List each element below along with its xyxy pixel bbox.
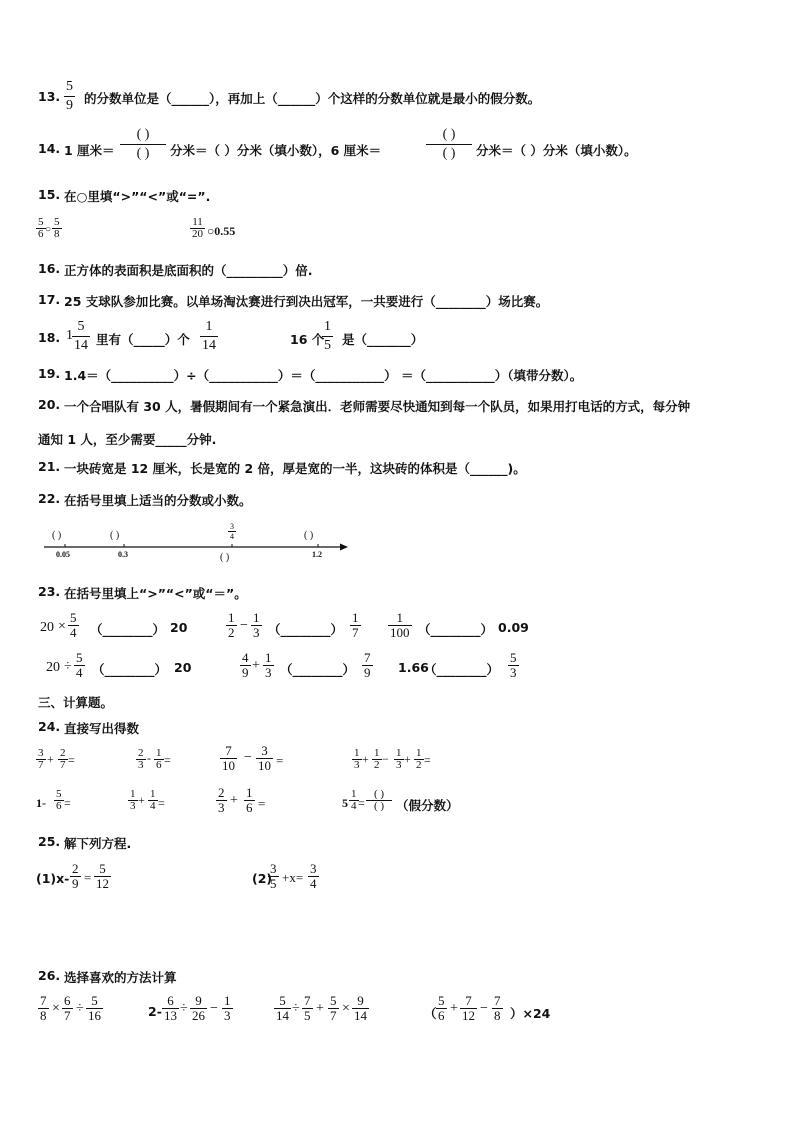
q26-b3: $\frac{1}{3}$ (224, 993, 231, 1023)
q24-c-eq: = (276, 753, 284, 768)
q24-f1: $\frac{1}{3}$ (130, 788, 136, 812)
q24-e1: $\frac{5}{6}$ (56, 788, 62, 812)
q15-b-frac: $\frac{11}{20}$ (192, 216, 203, 240)
q24-e-one: 1- (36, 796, 46, 810)
q23-f12: $\frac{1}{2}$ (228, 610, 235, 640)
q24-g1: $\frac{2}{3}$ (218, 785, 225, 815)
q20-line1: 一个合唱队有 30 人，暑假期间有一个紧急演出．老师需要尽快通知到每一个队员，如果用打电话的方式，每分钟 (64, 399, 691, 414)
q24-a-eq: = (68, 753, 75, 767)
q16-text: 正方体的表面积是底面积的（_________）倍. (64, 263, 313, 278)
q24-h-note: （假分数） (396, 798, 459, 813)
q14-blank-fraction-1: ( ) ( ) (120, 126, 166, 163)
q23-blank-2[interactable]: （________） (268, 622, 344, 637)
q24-d-op2: − (382, 752, 389, 766)
q26-b-op2: − (210, 1001, 218, 1016)
q13-fraction: $\frac{5}{9}$ (66, 79, 73, 113)
q26-d3: $\frac{7}{8}$ (494, 993, 501, 1023)
q18-frac1: $\frac{5}{14}$ (74, 319, 88, 353)
section-title-calc: 三、计算题。 (38, 695, 114, 710)
q26-a2: $\frac{6}{7}$ (64, 993, 71, 1023)
q24-g2: $\frac{1}{6}$ (246, 785, 253, 815)
q24-d2: $\frac{1}{2}$ (374, 747, 380, 771)
q24-h-blank[interactable]: ( ) ( ) (366, 789, 392, 812)
q24-g-eq: = (258, 796, 266, 811)
q24-d-op1: + (362, 752, 369, 766)
q24-e-eq: = (64, 796, 71, 810)
q24-h-five: 5 (342, 796, 348, 810)
q16-number: 16. (38, 261, 61, 276)
q23-r2-20: 20 (46, 660, 60, 675)
q25-x: +x= (282, 870, 304, 885)
q24-h-frac: $\frac{1}{4}$ (351, 788, 357, 812)
q26-d1: $\frac{5}{6}$ (438, 993, 445, 1023)
q26-d-lp: （ (424, 1006, 437, 1021)
q26-c3: $\frac{5}{7}$ (330, 993, 337, 1023)
q15-b-rest: ○0.55 (207, 224, 236, 238)
q17-text: 25 支球队参加比赛。以单场淘汰赛进行到决出冠军，一共要进行（________）场比赛。 (64, 294, 549, 309)
q24-b1: $\frac{2}{3}$ (138, 747, 144, 771)
q25-f34: $\frac{3}{4}$ (310, 861, 317, 891)
q26-c-op2: + (316, 1001, 324, 1016)
q24-b-eq: = (164, 753, 171, 767)
q23-f13b: $\frac{1}{3}$ (265, 650, 272, 680)
q25-p1: (1)x- (36, 871, 70, 886)
q26-a3: $\frac{5}{16}$ (88, 993, 101, 1023)
nl-blank-3[interactable]: ( ) (304, 530, 314, 541)
q23-f100: $\frac{1}{100}$ (390, 610, 410, 640)
q14-text-b: 分米＝（ ）分米（填小数），6 厘米＝ (170, 143, 382, 158)
q26-c-op3: × (342, 1001, 350, 1016)
q23-f13: $\frac{1}{3}$ (253, 610, 260, 640)
nl-label-12: 1.2 (312, 550, 322, 559)
q23-f54: $\frac{5}{4}$ (70, 610, 77, 640)
q23-f49: $\frac{4}{9}$ (242, 650, 249, 680)
q24-b2: $\frac{1}{6}$ (156, 747, 162, 771)
q23-blank-3[interactable]: （________） (418, 622, 494, 637)
nl-label-005: 0.05 (56, 550, 70, 559)
q25-p2: (2) (252, 871, 273, 886)
q26-number: 26. (38, 968, 61, 983)
q26-c2: $\frac{7}{5}$ (304, 993, 311, 1023)
q23-r2-20b: 20 (174, 660, 192, 675)
q23-r1-20b: 20 (170, 620, 188, 635)
q23-blank-5[interactable]: （________） (280, 662, 356, 677)
q17-number: 17. (38, 292, 61, 307)
q15-a-frac1: $\frac{5}{6}$ (38, 216, 44, 240)
q25-eq1: = (84, 870, 92, 885)
q24-d-eq: = (424, 753, 431, 767)
q24-d3: $\frac{1}{3}$ (396, 747, 402, 771)
q25-number: 25. (38, 834, 61, 849)
q26-b1: $\frac{6}{13}$ (164, 993, 177, 1023)
q26-b-two: 2- (148, 1004, 162, 1019)
q24-a2: $\frac{2}{7}$ (60, 747, 66, 771)
q24-f-plus: + (138, 793, 145, 807)
q14-number: 14. (38, 141, 61, 156)
q24-a-plus: + (47, 752, 54, 766)
q23-r1-009: 0.09 (498, 620, 529, 635)
q22-number: 22. (38, 491, 61, 506)
q25-f29: $\frac{2}{9}$ (72, 861, 79, 891)
q23-f79: $\frac{7}{9}$ (364, 650, 371, 680)
q20-line2: 通知 1 人，至少需要_____分钟. (38, 432, 217, 447)
q24-f-eq: = (158, 796, 165, 810)
nl-blank-4[interactable]: ( ) (220, 552, 230, 563)
q13-number: 13. (38, 89, 61, 104)
q24-c-minus: − (244, 750, 252, 765)
q22-text: 在括号里填上适当的分数或小数。 (64, 493, 252, 508)
q24-h-eq: = (358, 796, 365, 810)
q19-text: 1.4＝（__________）÷（___________）＝（___________） ＝（___________）（填带分数）。 (64, 368, 583, 383)
q26-a1: $\frac{7}{8}$ (40, 993, 47, 1023)
q23-plus: + (252, 658, 260, 673)
q23-minus: − (240, 618, 248, 633)
q26-a-op2: ÷ (76, 1001, 84, 1016)
q15-text: 在○里填“>”“<”或“=”. (64, 189, 211, 204)
nl-top-frac: $\frac{3}{4}$ (230, 522, 234, 541)
q23-f54b: $\frac{5}{4}$ (76, 650, 83, 680)
q24-f2: $\frac{1}{4}$ (150, 788, 156, 812)
q23-times: × (58, 619, 66, 634)
q26-text: 选择喜欢的方法计算 (64, 970, 177, 985)
q23-blank-4[interactable]: （________） (92, 662, 168, 677)
q24-number: 24. (38, 719, 61, 734)
q23-divide: ÷ (64, 659, 72, 674)
q23-blank-6[interactable]: （________） (424, 662, 500, 677)
q15-number: 15. (38, 187, 61, 202)
q20-number: 20. (38, 397, 61, 412)
q23-number: 23. (38, 584, 61, 599)
q26-b2: $\frac{9}{26}$ (192, 993, 205, 1023)
q14-text-c: 分米＝（ ）分米（填小数）。 (476, 143, 637, 158)
q18-b-post: 是（_______） (342, 332, 424, 347)
q23-blank-1[interactable]: （________） (90, 622, 166, 637)
q13-text: 的分数单位是（______），再加上（______）个这样的分数单位就是最小的假分数。 (84, 91, 541, 106)
q18-mid: 里有（_____）个 (96, 332, 190, 347)
q18-whole: 1 (66, 328, 73, 343)
q26-b-op1: ÷ (180, 1001, 188, 1016)
q24-d1: $\frac{1}{3}$ (354, 747, 360, 771)
q18-b-pre: 16 个 (290, 332, 325, 347)
q18-frac2: $\frac{1}{14}$ (202, 319, 216, 353)
q26-d-op2: − (480, 1001, 488, 1016)
q26-c4: $\frac{9}{14}$ (354, 993, 367, 1023)
q25-text: 解下列方程. (64, 836, 132, 851)
q26-c1: $\frac{5}{14}$ (276, 993, 289, 1023)
q14-text-a: 1 厘米＝ (64, 143, 115, 158)
number-line (40, 540, 352, 556)
nl-blank-2[interactable]: ( ) (110, 530, 120, 541)
q26-a-op1: × (52, 1001, 60, 1016)
q19-number: 19. (38, 366, 61, 381)
q26-d2: $\frac{7}{12}$ (462, 993, 475, 1023)
q24-d-op3: + (404, 752, 411, 766)
q25-f35: $\frac{3}{5}$ (270, 861, 277, 891)
q24-text: 直接写出得数 (64, 721, 140, 736)
q26-c-op1: ÷ (292, 1001, 300, 1016)
q26-d-op1: + (450, 1001, 458, 1016)
q24-a1: $\frac{3}{7}$ (38, 747, 44, 771)
q15-a-circle: ○ (45, 224, 52, 235)
q21-number: 21. (38, 459, 61, 474)
q18-frac3: $\frac{1}{5}$ (324, 319, 331, 353)
q24-c1: $\frac{7}{10}$ (222, 743, 235, 773)
q14-blank-fraction-2: ( ) ( ) (426, 126, 472, 163)
q24-g-plus: + (230, 793, 238, 808)
q25-f512: $\frac{5}{12}$ (96, 861, 109, 891)
nl-blank-1[interactable]: ( ) (52, 530, 62, 541)
q23-r1-20: 20 (40, 620, 54, 635)
q23-f17: $\frac{1}{7}$ (352, 610, 359, 640)
q24-c2: $\frac{3}{10}$ (258, 743, 271, 773)
nl-label-03: 0.3 (118, 550, 128, 559)
q15-a-frac2: $\frac{5}{8}$ (54, 216, 60, 240)
q24-d4: $\frac{1}{2}$ (416, 747, 422, 771)
q24-b-minus: - (147, 751, 151, 765)
q23-text: 在括号里填上“>”“<”或“＝”。 (64, 586, 247, 601)
q21-text: 一块砖宽是 12 厘米，长是宽的 2 倍，厚是宽的一半，这块砖的体积是（______)。 (64, 461, 526, 476)
q23-f53: $\frac{5}{3}$ (510, 650, 517, 680)
q26-d-tail: ）×24 (510, 1006, 551, 1021)
q18-number: 18. (38, 330, 61, 345)
q23-r2-166: 1.66 (398, 660, 429, 675)
